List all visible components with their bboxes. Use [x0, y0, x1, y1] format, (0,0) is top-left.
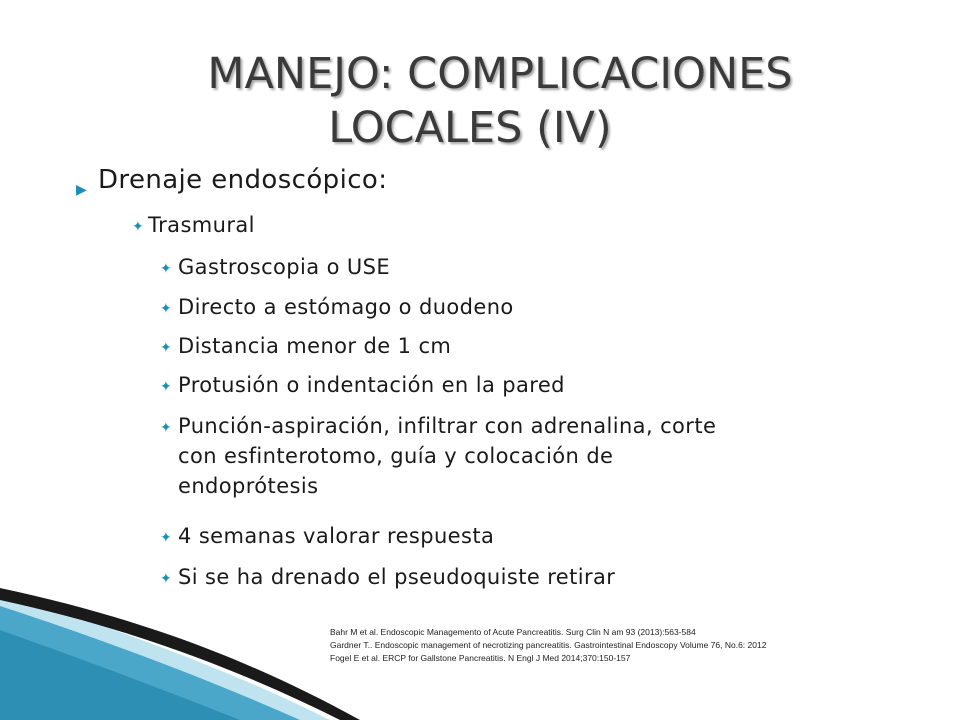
diamond-star-icon: ✦	[160, 571, 172, 587]
list-item-text: Si se ha drenado el pseudoquiste retirar	[178, 565, 616, 589]
diamond-star-icon: ✦	[160, 340, 172, 356]
list-item-text	[178, 411, 716, 501]
slide-title-line1: MANEJO: COMPLICACIONES	[207, 49, 793, 99]
decorative-swoosh	[0, 570, 960, 720]
list-item-text: Directo a estómago o duodeno	[178, 295, 514, 319]
triangle-right-icon: ▶	[76, 182, 87, 198]
list-item-text: Gastroscopia o USE	[178, 255, 391, 279]
reference-line: Fogel E et al. ERCP for Gallstone Pancreatitis. N Engl J Med 2014;370:150-157	[330, 653, 631, 663]
list-item-text: Protusión o indentación en la pared	[178, 373, 565, 397]
main-bullet-text: Drenaje endoscópico:	[98, 165, 388, 195]
list-item	[160, 331, 900, 363]
list-item-line: endoprótesis	[178, 474, 319, 498]
list-item-text: Distancia menor de 1 cm	[178, 334, 452, 358]
list-item-text: 4 semanas valorar respuesta	[178, 524, 495, 548]
sub-bullet-text: Trasmural	[148, 213, 255, 237]
slide-title-line2: LOCALES (IV)	[328, 103, 612, 153]
diamond-star-icon: ✦	[160, 530, 172, 546]
list-item-line: Punción-aspiración, infiltrar con adrenalina, corte	[178, 414, 717, 438]
diamond-star-icon: ✦	[160, 261, 172, 277]
list-item	[160, 370, 900, 402]
sub-bullet	[132, 210, 255, 242]
list-item	[160, 252, 900, 284]
diamond-star-icon: ✦	[160, 301, 172, 317]
diamond-star-icon: ✦	[132, 219, 144, 235]
reference-line: Gardner T.. Endoscopic management of necrotizing pancreatitis. Gastrointestinal Endoscopy Volume 76, No.6: 2012	[330, 640, 767, 650]
reference-line: Bahr M et al. Endoscopic Managemento of Acute Pancreatitis. Surg Clin N am 93 (2013):563-584	[330, 627, 696, 637]
list-item	[160, 292, 900, 324]
diamond-star-icon: ✦	[160, 420, 172, 436]
diamond-star-icon: ✦	[160, 379, 172, 395]
list-item	[160, 411, 900, 501]
list-item	[160, 521, 900, 553]
main-bullet	[76, 162, 387, 208]
list-item-line: con esfinterotomo, guía y colocación de	[178, 444, 614, 468]
